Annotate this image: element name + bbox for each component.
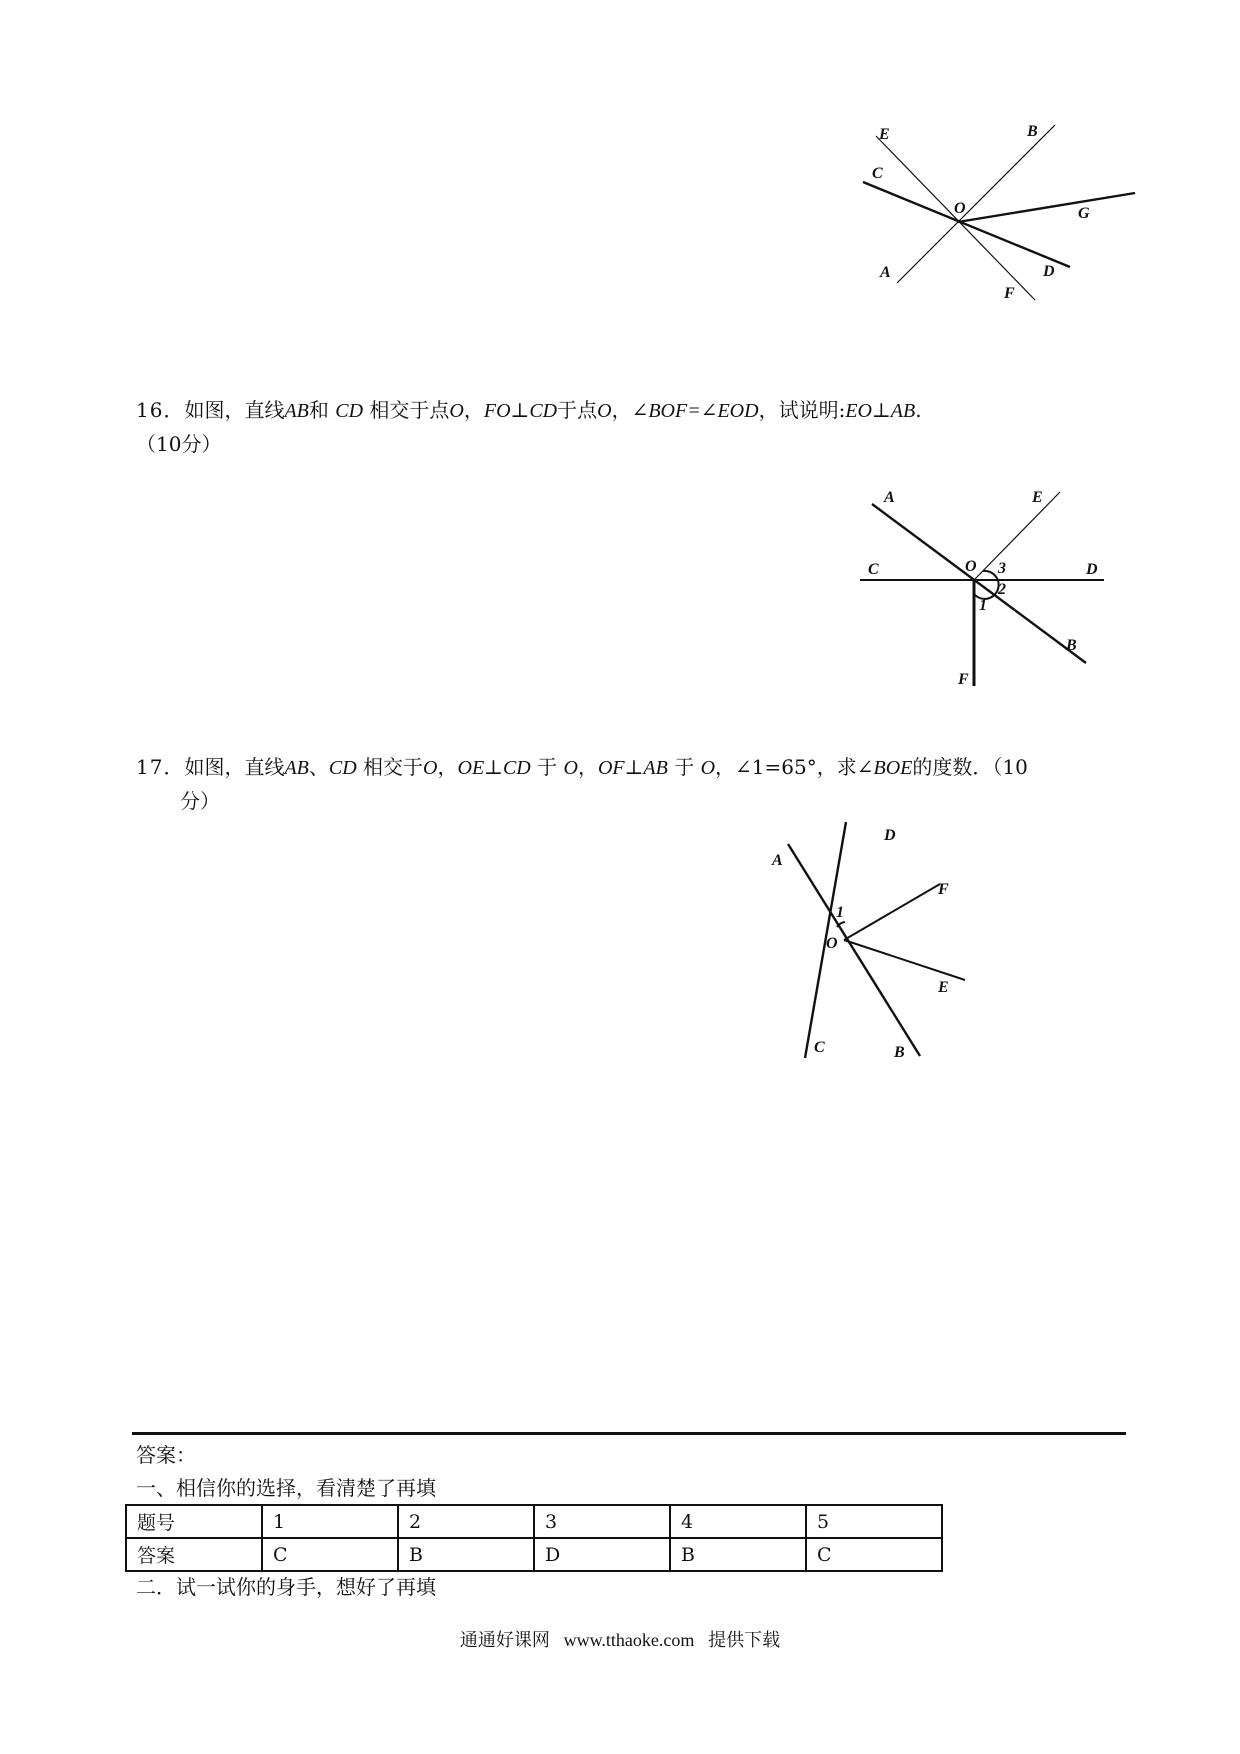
label-o: O — [826, 935, 838, 952]
line-ab — [788, 844, 920, 1056]
answer-table-answer-row — [126, 1538, 942, 1571]
label-b: B — [1027, 123, 1038, 140]
ray-of — [844, 884, 940, 940]
figure-2-diagram — [850, 480, 1110, 690]
question-16-score: （10分） — [136, 432, 222, 456]
label-o: O — [965, 558, 977, 575]
label-a: A — [880, 264, 891, 281]
label-a: A — [884, 489, 895, 506]
label-a: A — [772, 852, 783, 869]
table-cell: B — [670, 1538, 806, 1571]
table-cell: 题号 — [126, 1505, 262, 1538]
question-17-number: 17． — [136, 755, 185, 779]
label-f: F — [958, 671, 969, 688]
label-d: D — [1086, 561, 1098, 578]
label-f: F — [938, 881, 949, 898]
label-g: G — [1078, 205, 1090, 222]
figure-1-diagram — [840, 110, 1160, 310]
label-e: E — [879, 126, 890, 143]
table-cell: C — [806, 1538, 942, 1571]
answer-divider — [132, 1432, 1126, 1435]
line-ab — [872, 504, 1086, 663]
label-d: D — [1043, 263, 1055, 280]
question-16-number: 16． — [136, 398, 185, 422]
label-c: C — [872, 165, 883, 182]
table-cell: 5 — [806, 1505, 942, 1538]
answer-title: 答案： — [136, 1443, 196, 1467]
ray-og — [958, 193, 1135, 222]
question-16: 16．如图，直线AB和 CD 相交于点O，FO⊥CD于点O，∠BOF=∠EOD，试说明:EO⊥AB. — [136, 398, 922, 422]
label-e: E — [938, 979, 949, 996]
label-c: C — [868, 561, 879, 578]
angle-arc — [974, 571, 999, 599]
label-1: 1 — [836, 904, 844, 921]
table-cell: B — [398, 1538, 534, 1571]
page-footer — [0, 1626, 1240, 1652]
answer-table-header-row — [126, 1505, 942, 1538]
ray-oe — [844, 940, 965, 980]
table-cell: 答案 — [126, 1538, 262, 1571]
label-o: O — [954, 200, 966, 217]
question-17-score: 分） — [180, 789, 220, 813]
label-1: 1 — [979, 597, 987, 614]
label-2: 2 — [998, 581, 1006, 598]
table-cell: C — [262, 1538, 398, 1571]
question-17: 17．如图，直线AB、CD 相交于O，OE⊥CD 于 O，OF⊥AB 于 O，∠1=65°，求∠BOE的度数．（10 — [136, 755, 1028, 779]
ray-oe — [974, 492, 1060, 580]
footer-tail: 提供下载 — [708, 1630, 781, 1651]
footer-site: 通通好课网 — [459, 1630, 550, 1651]
label-c: C — [814, 1039, 825, 1056]
table-cell: 1 — [262, 1505, 398, 1538]
line-aob — [897, 125, 1055, 283]
table-cell: 2 — [398, 1505, 534, 1538]
answer-section-2-heading: 二．试一试你的身手，想好了再填 — [136, 1575, 436, 1599]
figure-3-diagram — [760, 820, 980, 1070]
label-f: F — [1004, 285, 1015, 302]
table-cell: 4 — [670, 1505, 806, 1538]
label-d: D — [884, 827, 896, 844]
table-cell: 3 — [534, 1505, 670, 1538]
label-b: B — [894, 1044, 905, 1061]
answer-section-1-heading: 一、相信你的选择，看清楚了再填 — [136, 1476, 436, 1500]
label-e: E — [1032, 489, 1043, 506]
table-cell: D — [534, 1538, 670, 1571]
line-cod — [863, 182, 1070, 267]
label-3: 3 — [998, 560, 1006, 577]
label-b: B — [1066, 637, 1077, 654]
footer-url[interactable]: www.tthaoke.com — [563, 1630, 695, 1650]
line-eof — [876, 136, 1035, 300]
answer-table — [125, 1504, 943, 1572]
